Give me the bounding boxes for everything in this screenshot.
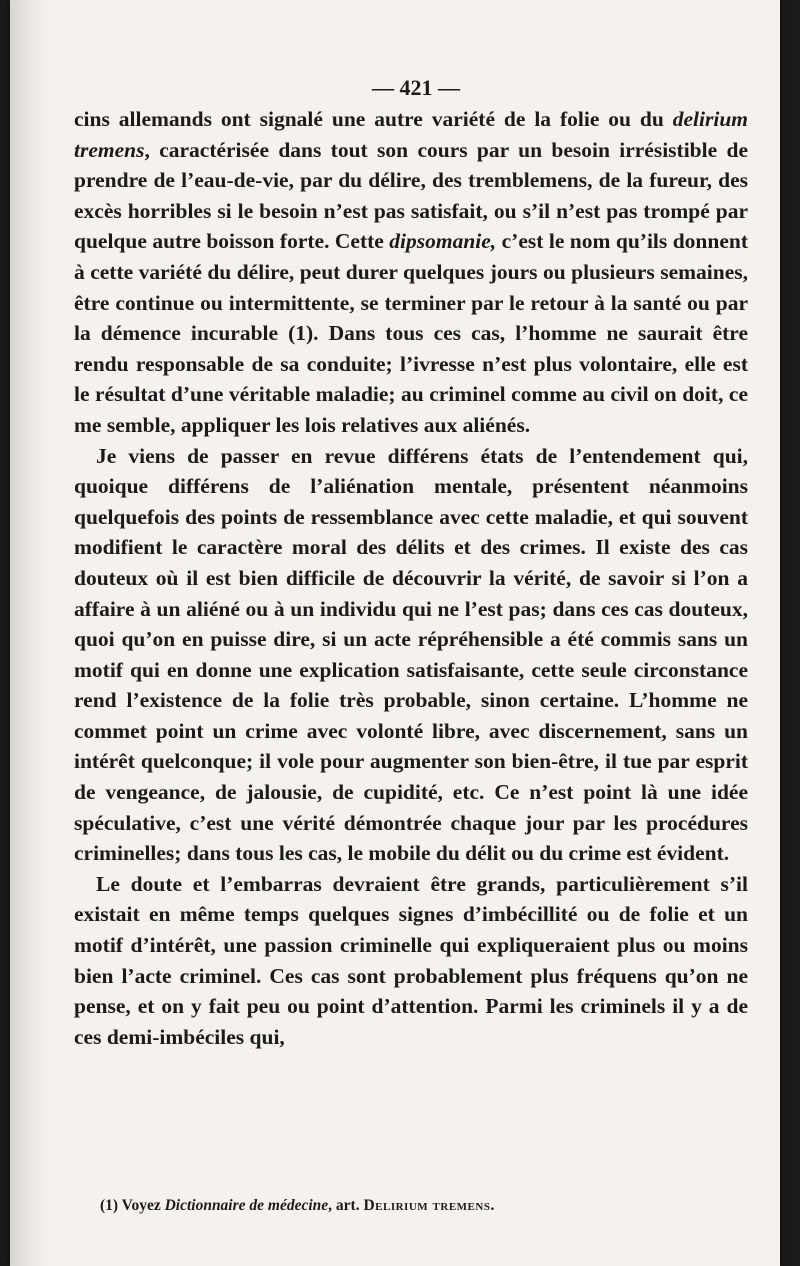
footnote [100,1197,495,1215]
paragraph [74,441,748,869]
text-segment: , caractérisée dans tout son cours par un besoin irrésistible de prendre de l’eau-de-vie, par du délire, des tremblemens, de la fureur, des excès horribles si le besoin n’est pas satisfait, ou s’il n’est pas trompé par quelque autre boisson forte. Cette [74,137,748,254]
footnote-title: Dictionnaire de médecine [164,1197,329,1214]
footnote-entry: Delirium tremens. [363,1197,495,1214]
paragraph [74,869,748,1053]
page-number: — 421 — [372,75,460,100]
footnote-text: Voyez [118,1197,165,1214]
gutter-shadow [10,0,50,1266]
text-segment: Le doute et l’embarras devraient être grands, particulièrement s’il existait en même temps quelques signes d’imbécillité ou de folie et un motif d’intérêt, une passion criminelle qui expliqueraient plus ou moins bien l’acte criminel. Ces cas sont probablement plus fréquens qu’on ne pense, et on y fait peu ou point d’attention. Parmi les criminels il y a de ces demi-imbéciles qui, [74,871,748,1049]
italic-term: dipsomanie, [389,229,497,254]
text-segment: c’est le nom qu’ils donnent à cette variété du délire, peut durer quelques jours ou plusieurs semaines, être continue ou intermittente, se terminer par le retour à la santé ou par la démence incurable (1). Dans tous ces cas, l’homme ne saurait être rendu responsable de sa conduite; l’ivresse n’est plus volontaire, elle est le résultat d’une véritable maladie; au criminel comme au civil on doit, ce me semble, appliquer les lois relatives aux aliénés. [74,229,748,437]
italic-term: delirium tremens [74,107,748,162]
footnote-marker: (1) [100,1197,119,1214]
book-page [10,0,780,1266]
paragraph [74,104,748,441]
footnote-text: , art. [328,1197,364,1214]
body-text [74,104,748,1052]
page-content [74,72,748,1052]
text-segment: Je viens de passer en revue différens états de l’entendement qui, quoique différens de l’aliénation mentale, présentent néanmoins quelquefois des points de ressemblance avec cette maladie, et qui souvent modifient le caractère moral des délits et des crimes. Il existe des cas douteux où il est bien difficile de découvrir la vérité, de savoir si l’on a affaire à un aliéné ou à un individu qui ne l’est pas; dans ces cas douteux, quoi qu’on en puisse dire, si un acte répréhensible a été commis sans un motif qui en donne une explication satisfaisante, cette seule circonstance rend l’existence de la folie très probable, sinon certaine. L’homme ne commet point un crime avec volonté libre, avec discernement, sans un intérêt quelconque; il vole pour augmenter son bien-être, il tue par esprit de vengeance, de jalousie, de cupidité, etc. Ce n’est point là une idée spéculative, c’est une vérité démontrée chaque jour par les procédures criminelles; dans tous les cas, le mobile du délit ou du crime est évident. [74,443,748,866]
text-segment: cins allemands ont signalé une autre variété de la folie ou du [74,107,673,131]
